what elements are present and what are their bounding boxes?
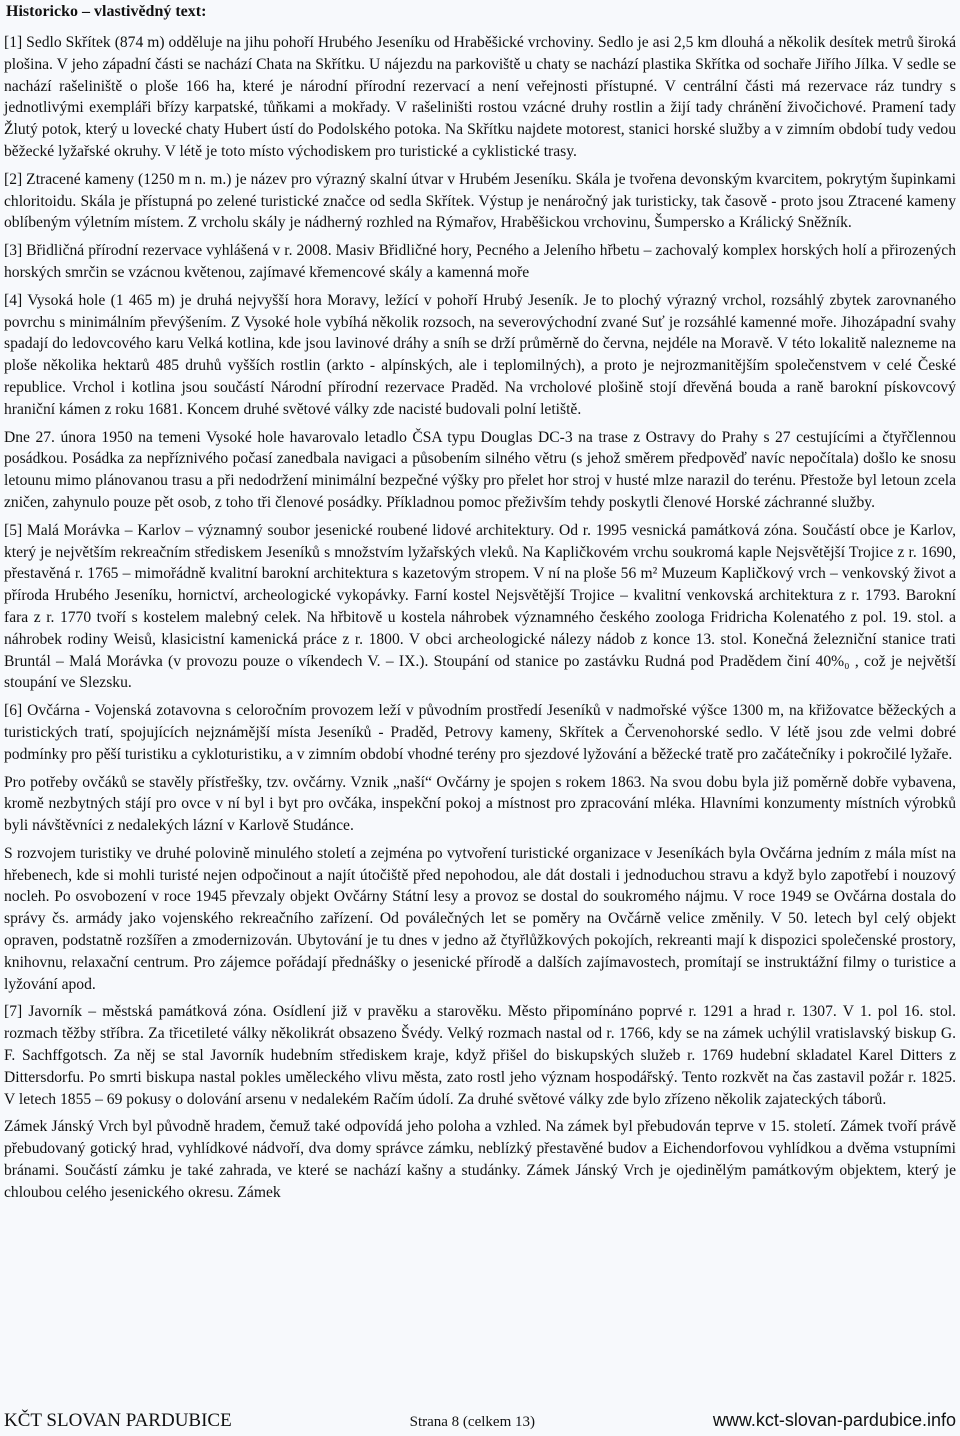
document-page	[4, 2, 956, 1210]
footer-website-link[interactable]: www.kct-slovan-pardubice.info	[712, 1410, 956, 1430]
paragraph-6: [5] Malá Morávka – Karlov – významný soubor jesenické roubené lidové architektury. Od r. 1995 vesnická památková zóna. Součástí obce je Karlov, který je největším rekreačním střediskem Jeseníků s množstvím lyžařských vleků. Na Kapličkovém vrchu soukromá kaple Nejsvětější Trojice z r. 1690, přestavěná r. 1765 – mimořádně kvalitní barokní architektura s kazetovým stropem. V ní na ploše 56 m² Muzeum Kapličkový vrch – venkovský život a příroda Hrubého Jeseníku, hornictví, archeologické vykopávky. Farní kostel Nejsvětější Trojice – kvalitní venkovská architektura z r. 1793. Barokní fara z r. 1770 tvoří s kostelem malebný celek. Na hřbitově u kostela náhrobek významného českého zoologa Fridricha Kolenatého z pol. 19. stol. a náhrobek rodiny Weisů, klasicistní kamenická práce z r. 1800. V obci archeologické nálezy nádob z konce 13. stol. Konečná železniční stanice trati Bruntál – Malá Morávka (v provozu pouze o víkendech V. – IX.). Stoupání od stanice po zastávku Rudná pod Pradědem činí 40%₀ , což je největší stoupání ve Slezsku.	[4, 521, 956, 692]
paragraph-1: [1] Sedlo Skřítek (874 m) odděluje na jihu pohoří Hrubého Jeseníku od Hraběšické vrchoviny. Sedlo je asi 2,5 km dlouhá a několik desítek metrů široká plošina. V jeho západní části se nachází Chata na Skřítku. U nájezdu na parkoviště u chaty se nachází plastika Skřítka od sochaře Jiřího Jílka. V sedle se nachází rašeliniště o ploše 166 ha, které je národní přírodní rezervací a není veřejnosti přístupné. V centrální části má rezervace ráz tundry s jednotlivými exempláři břízy karpatské, tůňkami a mokřady. V rašeliništi rostou vzácné druhy rostlin a žijí tady chránění živočichové. Pramení tady Žlutý potok, který u lovecké chaty Hubert ústí do Podolského potoka. Na Skřítku najdete motorest, stanici horské služby a v zimním období tudy vedou běžecké lyžařské okruhy. V létě je toto místo východiskem pro turistické a cyklistické trasy.	[4, 34, 956, 160]
paragraph-5: Dne 27. února 1950 na temeni Vysoké hole havarovalo letadlo ČSA typu Douglas DC-3 na trase z Ostravy do Prahy s 27 cestujícími a čtyřčlennou posádkou. Posádka za nepříznivého počasí zanedbala navigaci a působením silného větru (s jehož směrem předpověď navíc nepočítala) došlo ke snosu letounu mimo plánovanou trasu a při nedodržení minimální bezpečné výšky pro přelet hor stroj v husté mlze narazil do terénu. Přestože byl letoun zcela zničen, zahynulo pouze pět osob, z toho tři členové posádky. Příkladnou pomoc přeživším tehdy poskytli členové Horské záchranné služby.	[4, 428, 956, 511]
paragraph-3: [3] Břidličná přírodní rezervace vyhlášená v r. 2008. Masiv Břidličné hory, Pecného a Jeleního hřbetu – zachovalý komplex horských holí a přirozených horských smrčin se vzácnou květenou, zajímavé křemencové skály a kamenná moře	[4, 242, 956, 281]
footer-club-name: KČT SLOVAN PARDUBICE	[4, 1410, 232, 1431]
footer-page-number: Strana 8 (celkem 13)	[409, 1414, 535, 1430]
paragraph-4: [4] Vysoká hole (1 465 m) je druhá nejvyšší hora Moravy, ležící v pohoří Hrubý Jeseník. Je to plochý výrazný vrchol, rozsáhlý zbytek zarovnaného povrchu s minimálním převýšením. Z Vysoké hole vybíhá několik rozsoch, na severovýchodní zvané Suť je rozsáhlé kamenné moře. Jihozápadní svahy spadají do ledovcového karu Velká kotlina, kde jsou lavinové dráhy a sníh se drží průměrně do června, nejdéle na Moravě. V této lokalitě nalezneme na ploše několika hektarů 485 druhů vyšších rostlin (arkto - alpínských, ale i teplomilných), a proto je nejrozmanitějším společenstvem v celé České republice. Vrchol i kotlina jsou součástí Národní přírodní rezervace Praděd. Na vrcholové plošině stojí dřevěná bouda a raně barokní pískovcový hraniční kámen z roku 1681. Koncem druhé světové války zde nacisté budovali polní letiště.	[4, 291, 956, 418]
paragraph-8: Pro potřeby ovčáků se stavěly přístřešky, tzv. ovčárny. Vznik „naší“ Ovčárny je spojen s rokem 1863. Na svou dobu byla již poměrně dobře vybavena, kromě nezbytných stájí pro ovce v ní byl i byt pro ovčáka, inspekční pokoj a místnost pro zpracování mléka. Hlavními konzumenty místních výrobků byli návštěvníci z nedalekých lázní v Karlově Studánce.	[4, 773, 956, 835]
paragraph-11: Zámek Jánský Vrch byl původně hradem, čemuž také odpovídá jeho poloha a vzhled. Na zámek byl přebudován teprve v 15. století. Zámek tvoří právě přebudovaný gotický hrad, vyhlídkové nádvoří, dva domy správce zámku, neblízký přestavěné budov a Eichendorfovou vyhlídkou a dvěma vstupními bránami. Součástí zámku je také zahrada, ve které se nachází kašny a studánky. Zámek Jánský Vrch je ojedinělým památkovým objektem, který je chloubou celého jesenického okresu. Zámek	[4, 1118, 956, 1201]
paragraph-2: [2] Ztracené kameny (1250 m n. m.) je název pro výrazný skalní útvar v Hrubém Jeseníku. Skála je tvořena devonským kvarcitem, pokrytým šupinkami chloritoidu. Skála je přístupná po zelené turistické značce od sedla Skřítek. Výstup je nenáročný jak turisticky, tak časově - proto jsou Ztracené kameny oblíbeným výletním místem. Z vrcholu skály je nádherný rozhled na Rýmařov, Hraběšickou vrchovinu, Šumpersko a Králický Sněžník.	[4, 170, 956, 232]
paragraph-9: S rozvojem turistiky ve druhé polovině minulého století a zejména po vytvoření turistické organizace v Jeseníkách byla Ovčárna jedním z mála míst na hřebenech, kde si mohli turisté nejen odpočinout a najít útočiště před nepohodou, ale dát dostali i jednoduchou stravu a když bylo zapotřebí i nouzový nocleh. Po osvobození v roce 1945 převzaly objekt Ovčárny Státní lesy a provoz se dostal do soukromého nájmu. V roce 1949 se Ovčárna dostala do správy čs. armády jako vojenského rekreačního zařízení. Od poválečných let se poměry na Ovčárně velice změnily. V 50. letech byl celý objekt opraven, podstatně rozšířen a zmodernizován. Ubytování je tu dnes v jedno až čtyřlůžkových pokojích, rekreanti mají k dispozici společenské prostory, knihovnu, relaxační centrum. Pro zájemce pořádají přednášky o jesenické přírodě a dalších zajímavostech, promítají se instruktážní filmy o turistice a lyžování apod.	[4, 844, 956, 993]
page-footer	[4, 1410, 956, 1434]
paragraph-7: [6] Ovčárna - Vojenská zotavovna s celoročním provozem leží v původním prostředí Jeseníků v nadmořské výšce 1300 m, na křižovatce běžeckých a turistických tratí, spojujících nejznámější místa Jeseníků - Praděd, Petrovy kameny, Skřítek a Červenohorské sedlo. V létě jsou zde velmi dobré podmínky pro pěší turistiku a cykloturistiku, a v zimním období vhodné terény pro sjezdové lyžování a běžecké tratě pro začátečníky i pokročilé lyžaře.	[4, 702, 956, 763]
paragraph-10: [7] Javorník – městská památková zóna. Osídlení již v pravěku a starověku. Město připomínáno poprvé r. 1291 a hrad r. 1307. V 1. pol 16. stol. rozmach těžby stříbra. Za třicetileté války několikrát obsazeno Švédy. Velký rozmach nastal od r. 1766, kdy se na zámek uchýlil vratislavský biskup G. F. Sachffgotsch. Za něj se stal Javorník hudebním střediskem kraje, když přišel do biskupských služeb r. 1769 hudební skladatel Karel Ditters z Dittersdorfu. Po smrti biskupa nastal pokles uměleckého vlivu města, zato rostl jeho význam hospodářský. Tento rozkvět na čas zastavil požár r. 1825. V letech 1855 – 69 pokusy o dolování arsenu v nedalekém Račím údolí. Za druhé světové války zde bylo zřízeno několik zajateckých táborů.	[4, 1003, 956, 1108]
section-heading: Historicko – vlastivědný text:	[6, 3, 207, 20]
